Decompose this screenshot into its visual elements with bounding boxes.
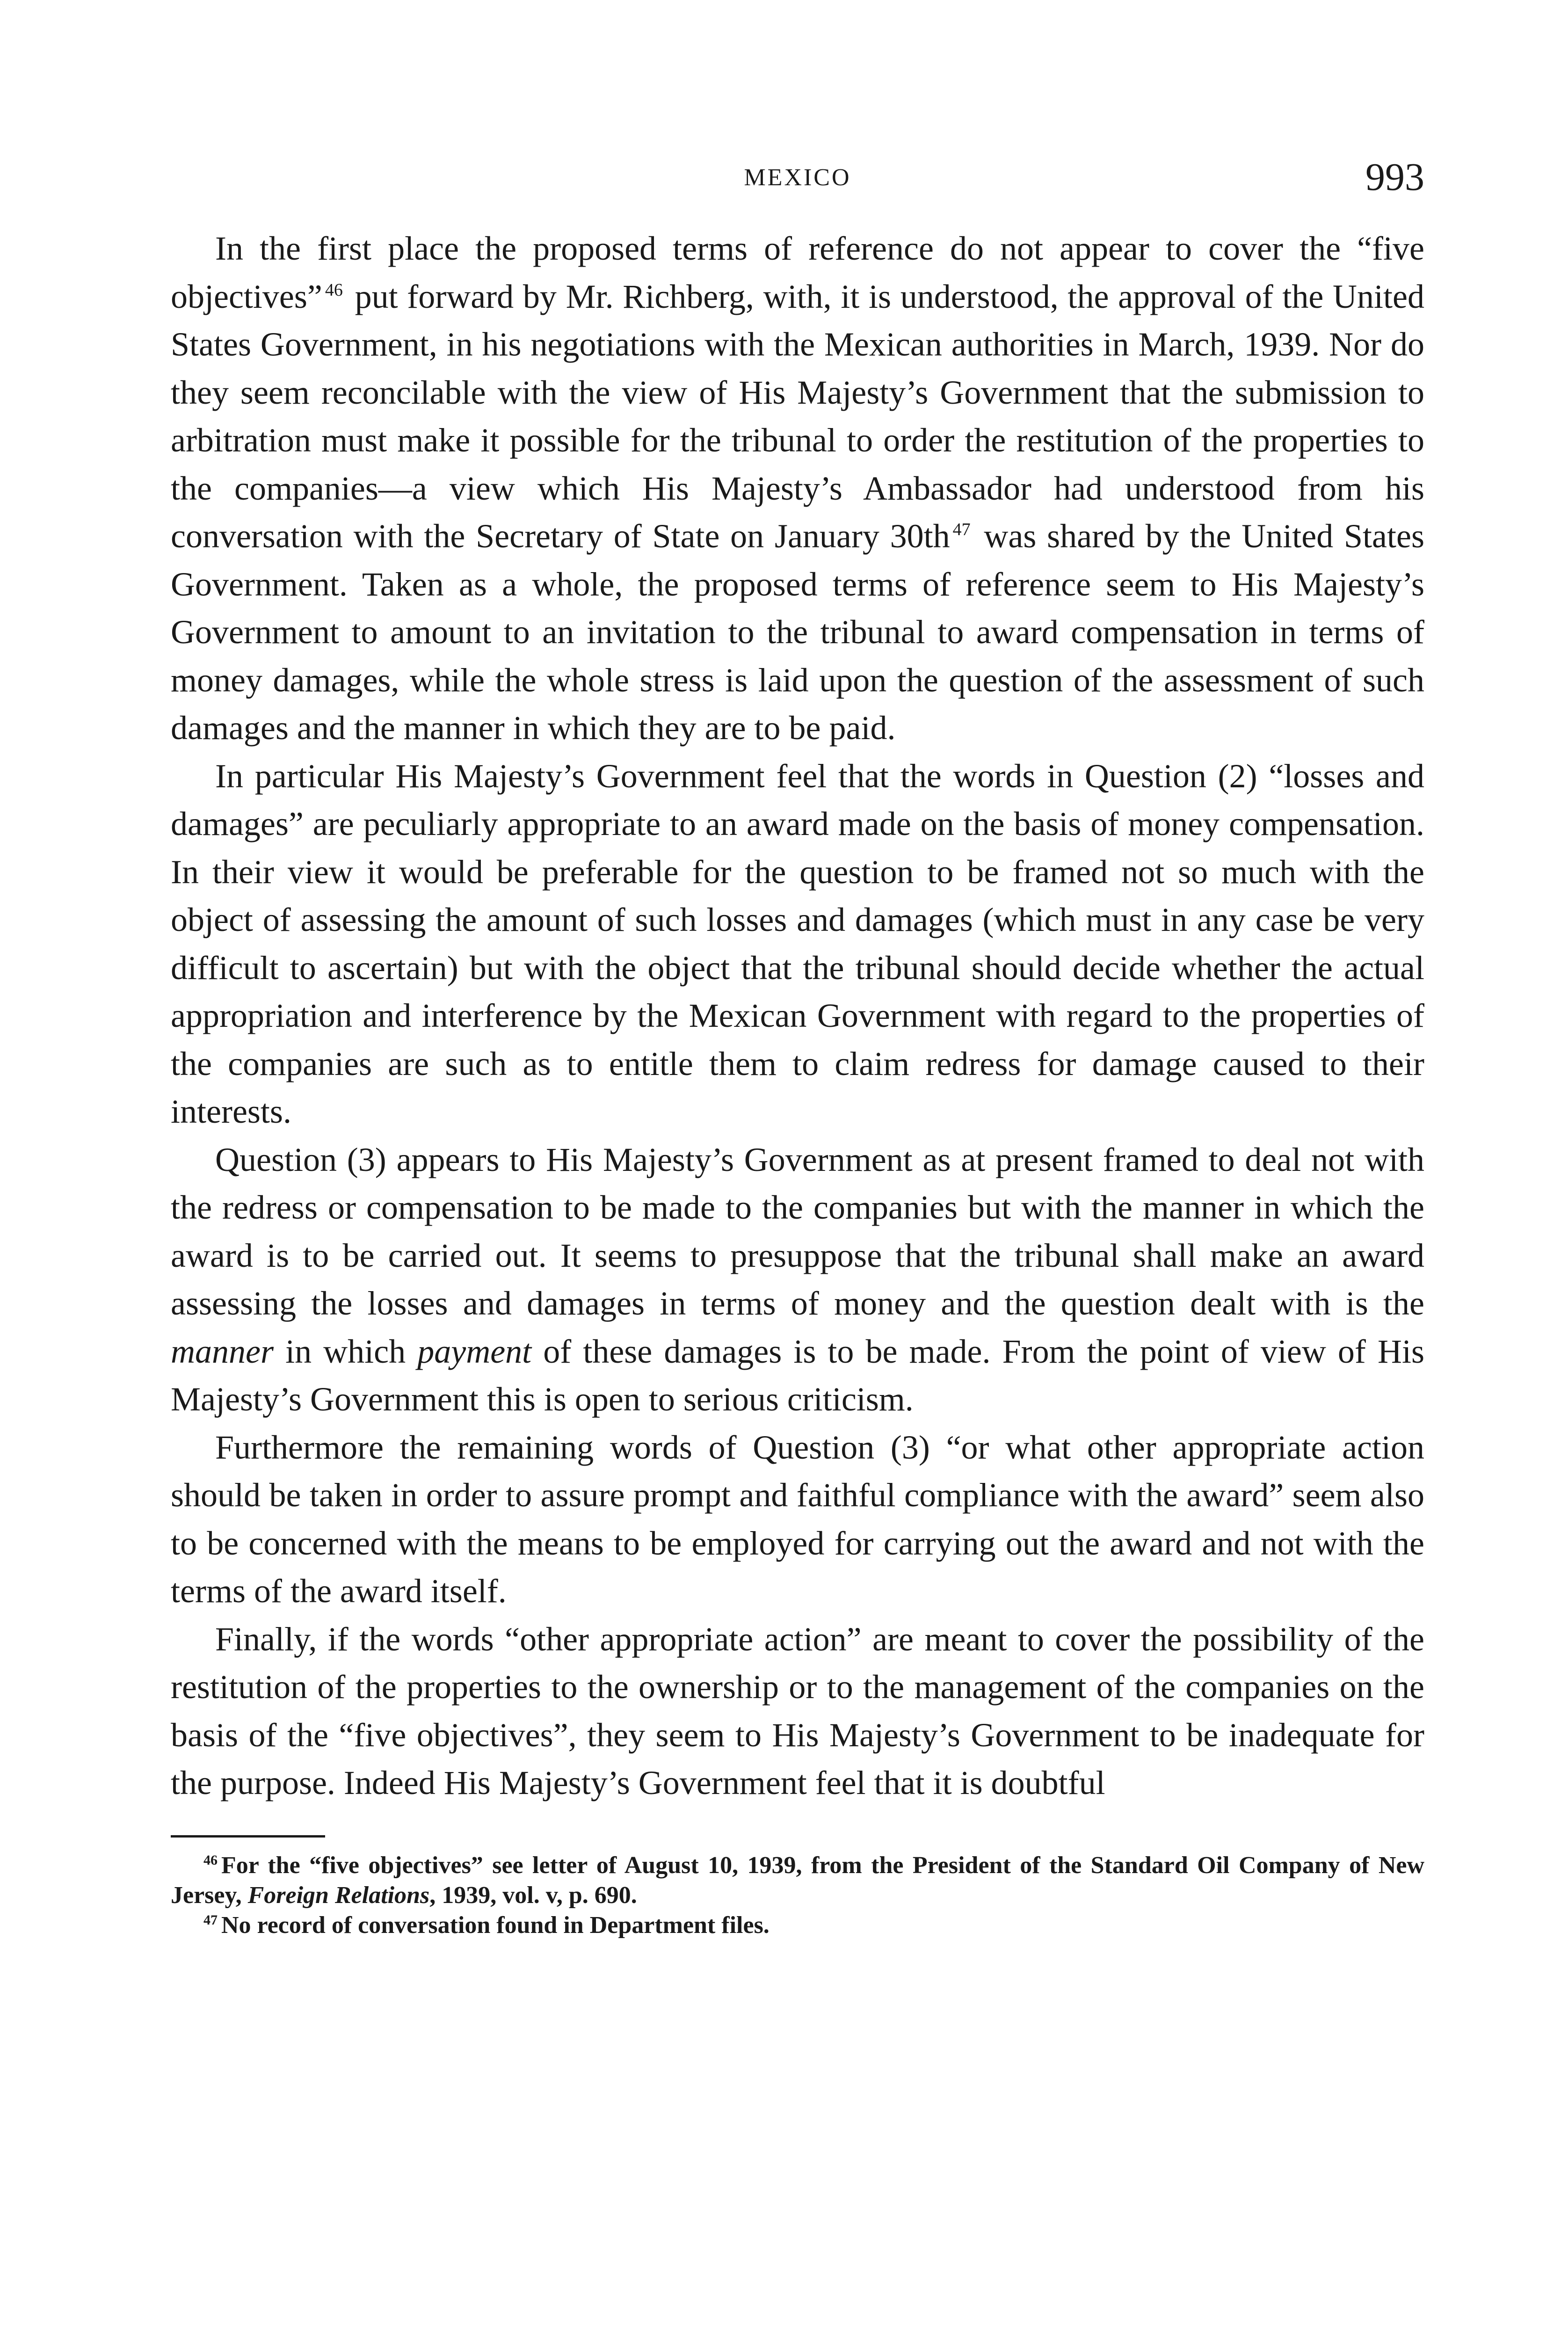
footnote-divider (171, 1835, 325, 1838)
paragraph-5: Finally, if the words “other appropriate action” are meant to cover the possibility of the restitution of the properties to the ownership or to the management of the companies on the basis of the “five objectives”, they seem to His Majesty’s Government to be inadequate for the purpose. Indeed His Majesty’s Government feel that it is doubtful (171, 1620, 1424, 1801)
paragraph-1 (171, 225, 1424, 752)
body-text (171, 225, 1424, 1807)
paragraph-1-part-b: put forward by Mr. Richberg, with, it is understood, the approval of the United States Government, in his negotiations with the Mexican authorities in March, 1939. Nor do they seem reconcilable with the view of His Majesty’s Government that the submission to arbitration must make it possible for the tribunal to order the restitution of the properties to the companies—a view which His Majesty’s Ambassador had understood from his conversation with the Secretary of State on January 30th (171, 277, 1425, 555)
footnote-46-title: Foreign Relations (247, 1881, 430, 1909)
paragraph-3 (171, 1136, 1424, 1424)
footnote-47-marker: 47 (203, 1912, 218, 1928)
paragraph-3-part-a: Question (3) appears to His Majesty’s Government as at present framed to deal not with the redress or compensation to be made to the companies but with the manner in which the award is to be carried out. It seems to presuppose that the tribunal shall make an award assessing the losses and damages in terms of money and the question dealt with is the (171, 1140, 1424, 1322)
footnote-47 (171, 1910, 1424, 1940)
footnote-46 (171, 1851, 1424, 1910)
running-title: MEXICO (744, 164, 851, 191)
footnote-47-text: No record of conversation found in Department files. (221, 1911, 769, 1939)
footnote-46-part-a: For the “five objectives” see letter of August 10, 1939, from the President of the Standard Oil Company of New Jersey, (171, 1852, 1424, 1909)
footnote-46-marker: 46 (203, 1852, 218, 1868)
paragraph-1-part-a: In the first place the proposed terms of reference do not appear to cover the “five objectives” (171, 230, 1424, 315)
footnote-ref-47: 47 (952, 520, 971, 539)
paragraph-2: In particular His Majesty’s Government feel that the words in Question (2) “losses and damages” are peculiarly appropriate to an award made on the basis of money compensation. In their view it would be preferable for the question to be framed not so much with the object of assessing the amount of such losses and damages (which must in any case be very difficult to ascertain) but with the object that the tribunal should decide whether the actual appropriation and interference by the Mexican Government with regard to the properties of the companies are such as to entitle them to claim redress for damage caused to their interests. (171, 757, 1424, 1130)
page-number: 993 (1365, 155, 1424, 199)
footnote-ref-46: 46 (325, 280, 343, 300)
running-header (171, 154, 1424, 206)
footnote-46-part-b: , 1939, vol. v, p. 690. (429, 1881, 637, 1909)
document-page (171, 154, 1424, 1940)
emphasis-manner: manner (171, 1332, 274, 1370)
emphasis-payment: payment (417, 1332, 532, 1370)
paragraph-3-part-c: of these damages is to be made. From the point of view of His Majesty’s Government this is open to serious criticism. (171, 1332, 1425, 1418)
paragraph-4: Furthermore the remaining words of Question (3) “or what other appropriate action should be taken in order to assure prompt and faithful compliance with the award” seem also to be concerned with the means to be employed for carrying out the award and not with the terms of the award itself. (171, 1428, 1424, 1610)
footnotes (171, 1851, 1424, 1940)
paragraph-3-part-b: in which (285, 1332, 406, 1370)
paragraph-1-part-c: was shared by the United States Government. Taken as a whole, the proposed terms of reference seem to His Majesty’s Government to amount to an invitation to the tribunal to award compensation in terms of money damages, while the whole stress is laid upon the question of the assessment of such damages and the manner in which they are to be paid. (171, 517, 1424, 747)
